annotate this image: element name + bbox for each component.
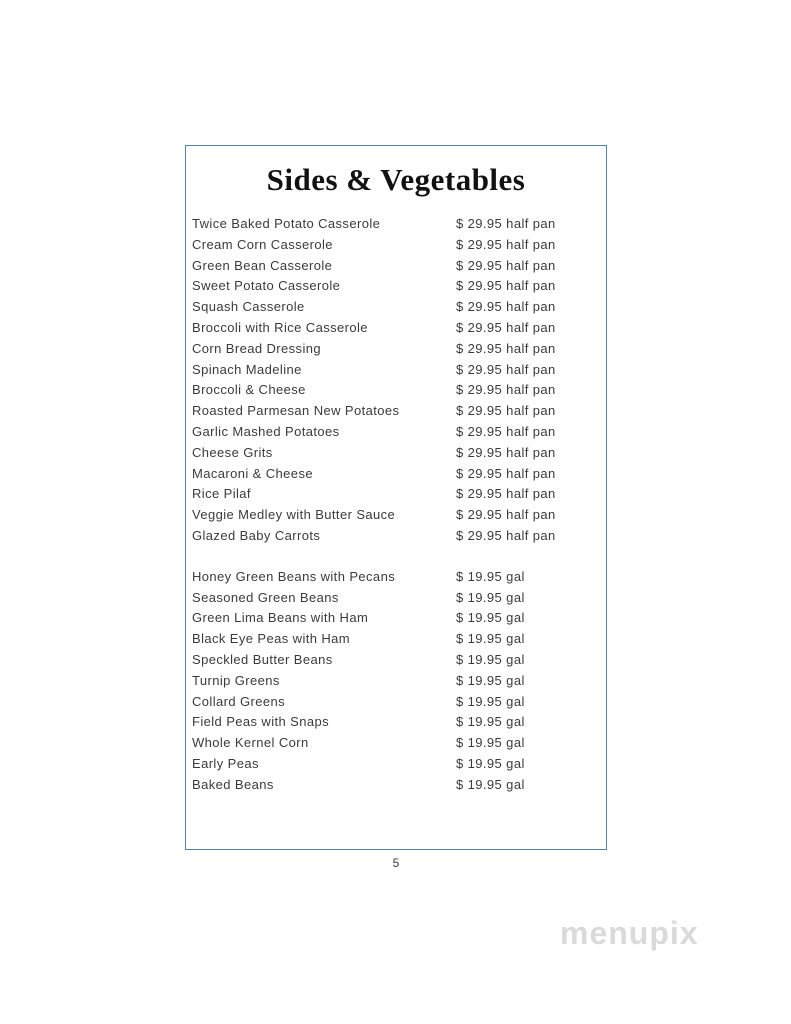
menu-item-name: Whole Kernel Corn: [192, 735, 309, 751]
menu-item-price: $ 29.95 half pan: [456, 299, 556, 315]
menu-section: [192, 567, 600, 796]
menu-item-name: Turnip Greens: [192, 672, 280, 688]
menu-item-name: Baked Beans: [192, 776, 274, 792]
menu-item-price: $ 29.95 half pan: [456, 527, 556, 543]
menu-item-price: $ 19.95 gal: [456, 735, 525, 751]
menu-item-name: Collard Greens: [192, 693, 286, 709]
menu-row: [192, 650, 600, 671]
menu-item-name: Sweet Potato Casserole: [192, 278, 341, 294]
menu-row: [192, 484, 600, 505]
menu-row: [192, 712, 600, 733]
menu-row: [192, 733, 600, 754]
menu-row: [192, 276, 600, 297]
menu-item-price: $ 29.95 half pan: [456, 216, 556, 231]
menu-row: [192, 754, 600, 775]
menu-item-name: Black Eye Peas with Ham: [192, 631, 351, 647]
menu-row: [192, 422, 600, 443]
menu-item-price: $ 29.95 half pan: [456, 486, 556, 502]
menu-row: [192, 692, 600, 713]
menu-row: [192, 380, 600, 401]
menu-item-price: $ 19.95 gal: [456, 631, 525, 647]
menu-item-price: $ 29.95 half pan: [456, 382, 556, 398]
menu-item-price: $ 19.95 gal: [456, 610, 525, 626]
menu-item-name: Veggie Medley with Butter Sauce: [192, 507, 396, 523]
menu-item-name: Cream Corn Casserole: [192, 236, 333, 252]
menu-item-name: Seasoned Green Beans: [192, 589, 339, 605]
menu-row: [192, 339, 600, 360]
menu-item-name: Honey Green Beans with Pecans: [192, 568, 396, 584]
menu-item-price: $ 29.95 half pan: [456, 361, 556, 377]
menu-item-price: $ 19.95 gal: [456, 755, 525, 771]
menu-item-price: $ 29.95 half pan: [456, 465, 556, 481]
menu-row: [192, 443, 600, 464]
menu-item-price: $ 29.95 half pan: [456, 444, 556, 460]
menu-section: [192, 214, 600, 547]
menu-item-price: $ 19.95 gal: [456, 568, 525, 584]
page-title: Sides & Vegetables: [266, 162, 526, 197]
menu-item-price: $ 29.95 half pan: [456, 257, 556, 273]
menu-item-price: $ 29.95 half pan: [456, 236, 556, 252]
menu-item-name: Corn Bread Dressing: [192, 340, 321, 356]
menu-item-name: Early Peas: [192, 755, 259, 771]
page-number: 5: [392, 856, 400, 870]
menu-item-price: $ 29.95 half pan: [456, 278, 556, 294]
menu-item-name: Green Bean Casserole: [192, 257, 333, 273]
menu-row: [192, 318, 600, 339]
menu-item-name: Rice Pilaf: [192, 486, 251, 502]
menu-row: [192, 256, 600, 277]
menu-item-price: $ 29.95 half pan: [456, 340, 556, 356]
menu-item-price: $ 19.95 gal: [456, 693, 525, 709]
menu-row: [192, 401, 600, 422]
menu-row: [192, 608, 600, 629]
menu-item-price: $ 19.95 gal: [456, 672, 525, 688]
menu-item-name: Twice Baked Potato Casserole: [192, 216, 381, 231]
watermark: menupix: [560, 915, 699, 951]
menu-item-price: $ 19.95 gal: [456, 714, 525, 730]
menu-row: [192, 360, 600, 381]
menu-item-name: Macaroni & Cheese: [192, 465, 313, 481]
menu-item-price: $ 29.95 half pan: [456, 423, 556, 439]
menu-sections: [186, 214, 606, 796]
menu-item-name: Cheese Grits: [192, 444, 273, 460]
menu-row: [192, 297, 600, 318]
menu-row: [192, 505, 600, 526]
menu-item-name: Garlic Mashed Potatoes: [192, 423, 340, 439]
menu-item-price: $ 29.95 half pan: [456, 507, 556, 523]
menu-item-name: Roasted Parmesan New Potatoes: [192, 403, 400, 419]
menu-row: [192, 464, 600, 485]
menu-item-price: $ 29.95 half pan: [456, 319, 556, 335]
menu-item-name: Green Lima Beans with Ham: [192, 610, 369, 626]
menu-item-price: $ 29.95 half pan: [456, 403, 556, 419]
menu-item-price: $ 19.95 gal: [456, 776, 525, 792]
menu-row: [192, 526, 600, 547]
menu-item-name: Field Peas with Snaps: [192, 714, 330, 730]
menu-row: [192, 567, 600, 588]
menu-row: [192, 588, 600, 609]
menu-item-name: Broccoli with Rice Casserole: [192, 319, 368, 335]
menu-row: [192, 214, 600, 235]
menu-item-price: $ 19.95 gal: [456, 589, 525, 605]
menu-item-price: $ 19.95 gal: [456, 651, 525, 667]
menu-item-name: Broccoli & Cheese: [192, 382, 306, 398]
menu-item-name: Speckled Butter Beans: [192, 651, 333, 667]
menu-row: [192, 671, 600, 692]
menu-row: [192, 629, 600, 650]
menu-item-name: Spinach Madeline: [192, 361, 302, 377]
menu-row: [192, 775, 600, 796]
menu-row: [192, 235, 600, 256]
menu-item-name: Squash Casserole: [192, 299, 305, 315]
menu-item-name: Glazed Baby Carrots: [192, 527, 321, 543]
menu-border-box: [185, 145, 607, 850]
